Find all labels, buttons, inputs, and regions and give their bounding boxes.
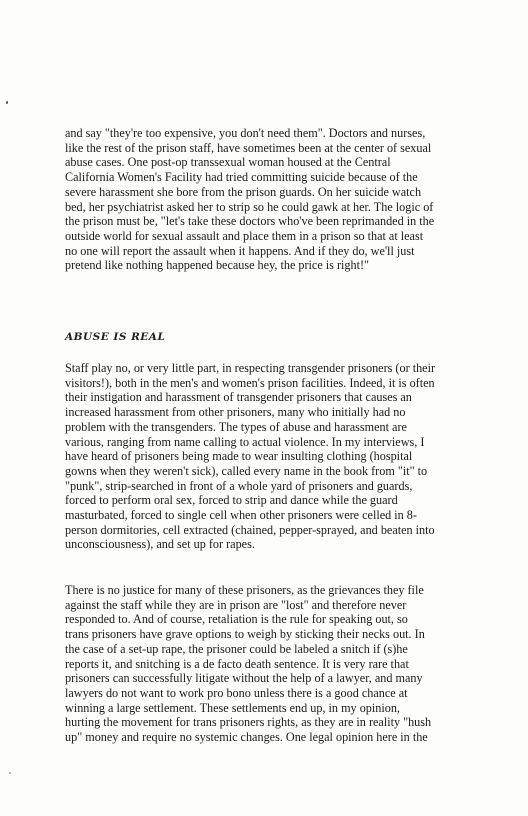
text-line: up" money and require no systemic changes. One legal opinion here in the: [65, 730, 428, 745]
text-line: masturbated, forced to single cell when other prisoners were celled in 8-: [65, 508, 417, 523]
text-line: responded to. And of course, retaliation is the rule for speaking out, so: [65, 612, 408, 627]
paragraph-medical-staff: [65, 126, 483, 273]
text-line: forced to perform oral sex, forced to strip and dance while the guard: [65, 493, 398, 508]
text-line: abuse cases. One post-op transsexual woman housed at the Central: [65, 155, 391, 170]
text-line: outside world for sexual assault and place them in a prison so that at least: [65, 228, 424, 243]
text-line: person dormitories, cell extracted (chained, pepper-sprayed, and beaten into: [65, 522, 435, 537]
text-line: no one will report the assault when it happens. And if they do, we'll just: [65, 243, 415, 258]
scan-speck: [9, 772, 11, 774]
text-line: problem with the transgenders. The types of abuse and harassment are: [65, 419, 407, 434]
text-line: There is no justice for many of these prisoners, as the grievances they file: [65, 583, 424, 597]
text-line: California Women's Facility had tried committing suicide because of the: [65, 170, 418, 185]
text-line: bed, her psychiatrist asked her to strip so he could gawk at her. The logic of: [65, 199, 434, 214]
text-line: unconsciousness), and set up for rapes.: [65, 537, 255, 552]
text-line: the case of a set-up rape, the prisoner could be labeled a snitch if (s)he: [65, 641, 408, 656]
text-line: and say "they're too expensive, you don't need them". Doctors and nurses,: [65, 126, 426, 140]
text-line: have heard of prisoners being made to wear insulting clothing (hospital: [65, 449, 413, 464]
text-line: various, ranging from name calling to actual violence. In my interviews, I: [65, 434, 425, 449]
section-heading: ABUSE IS REAL: [65, 331, 166, 343]
text-line: lawyers do not want to work pro bono unless there is a good chance at: [65, 685, 408, 700]
text-line: reports it, and snitching is a de facto death sentence. It is very rare that: [65, 656, 409, 671]
text-line: severe harassment she bore from the prison guards. On her suicide watch: [65, 184, 422, 199]
text-line: Staff play no, or very little part, in respecting transgender prisoners (or their: [65, 361, 436, 375]
text-line: prisoners can successfully litigate without the help of a lawyer, and many: [65, 671, 423, 686]
text-line: gowns when they weren't sick), called every name in the book from "it" to: [65, 463, 428, 478]
text-line: visitors!), both in the men's and women's prison facilities. Indeed, it is often: [65, 375, 435, 390]
paragraph-abuse-types: [65, 361, 483, 552]
text-line: hurting the movement for trans prisoners rights, as they are in reality "hush: [65, 715, 432, 730]
text-line: trans prisoners have grave options to weigh by sticking their necks out. In: [65, 627, 425, 642]
text-line: against the staff while they are in prison are "lost" and therefore never: [65, 597, 407, 612]
text-line: their instigation and harassment of transgender prisoners that causes an: [65, 390, 412, 405]
text-line: "punk", strip-searched in front of a whole yard of prisoners and guards,: [65, 478, 413, 493]
text-line: the prison must be, "let's take these doctors who've been reprimanded in the: [65, 214, 435, 229]
text-line: increased harassment from other prisoners, many who initially had no: [65, 405, 406, 420]
text-line: pretend like nothing happened because hey, the price is right!": [65, 258, 370, 273]
scan-speck: [6, 101, 8, 104]
text-line: like the rest of the prison staff, have sometimes been at the center of sexual: [65, 140, 432, 155]
paragraph-no-justice: [65, 583, 483, 745]
text-line: winning a large settlement. These settlements end up, in my opinion,: [65, 700, 400, 715]
